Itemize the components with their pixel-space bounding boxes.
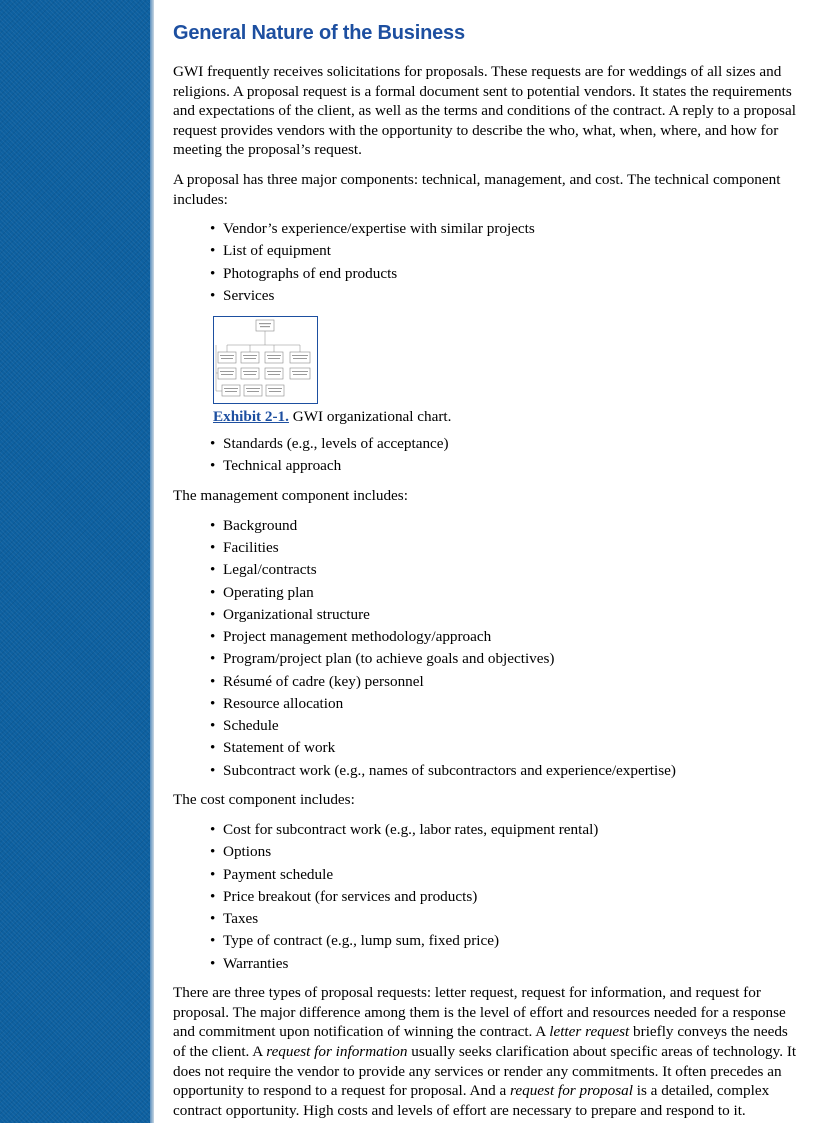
- text-segment: briefly conveys the needs of the client. A: [173, 1023, 788, 1060]
- org-chart-image: [214, 317, 317, 403]
- org-chart-thumbnail[interactable]: [213, 316, 318, 404]
- list-item: • Services: [223, 286, 801, 306]
- text-segment: There are three types of proposal requests: letter request, request for information, and request for proposal. The major difference among them is the level of effort and resources needed for a response and commitment upon notification of winning the contract. A: [173, 984, 786, 1041]
- list-item: • Vendor’s experience/expertise with similar projects: [223, 219, 801, 239]
- list-item: • Background: [223, 516, 801, 536]
- list-item: • Schedule: [223, 716, 801, 736]
- components-paragraph: A proposal has three major components: technical, management, and cost. The technical component includes:: [173, 170, 781, 208]
- term-request-for-proposal: request for proposal: [510, 1082, 633, 1100]
- cost-list: [173, 820, 801, 973]
- sidebar-edge: [150, 0, 154, 1123]
- list-item: • Project management methodology/approach: [223, 627, 801, 647]
- list-item: • Program/project plan (to achieve goals and objectives): [223, 649, 801, 669]
- exhibit-figure: [213, 316, 801, 427]
- list-item: • Photographs of end products: [223, 264, 801, 284]
- sidebar-panel: [0, 0, 150, 1123]
- document-content: [173, 20, 801, 1130]
- term-request-for-information: request for information: [266, 1043, 408, 1060]
- list-item: • Résumé of cadre (key) personnel: [223, 672, 801, 692]
- list-item: • Statement of work: [223, 738, 801, 758]
- technical-list-b: [173, 434, 801, 476]
- list-item: • Resource allocation: [223, 694, 801, 714]
- exhibit-link[interactable]: Exhibit 2-1.: [213, 407, 289, 425]
- list-item: • Options: [223, 842, 801, 862]
- list-item: • Warranties: [223, 954, 801, 974]
- exhibit-caption-text: GWI organizational chart.: [292, 407, 452, 425]
- list-item: • Facilities: [223, 538, 801, 558]
- management-list: [173, 516, 801, 781]
- management-intro: The management component includes:: [173, 487, 408, 505]
- list-item: • Operating plan: [223, 583, 801, 603]
- list-item: • Organizational structure: [223, 605, 801, 625]
- text-segment: is a detailed, complex contract opportunity. High costs and levels of effort are necessary to prepare and respond to it.: [173, 1082, 770, 1119]
- list-item: • Standards (e.g., levels of acceptance): [223, 434, 801, 454]
- list-item: • Type of contract (e.g., lump sum, fixed price): [223, 931, 801, 951]
- list-item: • Technical approach: [223, 456, 801, 476]
- cost-intro: The cost component includes:: [173, 791, 355, 809]
- list-item: • Payment schedule: [223, 865, 801, 885]
- text-segment: usually seeks clarification about specific areas of technology. It does not require the vendor to provide any services or render any commitments. It often precedes an opportunity to respond to a request for proposal. And a: [173, 1043, 797, 1100]
- intro-paragraph: GWI frequently receives solicitations for proposals. These requests are for weddings of all sizes and religions. A proposal request is a formal document sent to potential vendors. It states the requirements and expectations of the client, as well as the terms and conditions of the contract. A reply to a proposal request provides vendors with the opportunity to describe the who, what, when, where, and how for meeting the proposal’s request.: [173, 63, 796, 159]
- term-letter-request: letter request: [549, 1023, 630, 1041]
- list-item: • Subcontract work (e.g., names of subcontractors and experience/expertise): [223, 761, 801, 781]
- list-item: • Cost for subcontract work (e.g., labor rates, equipment rental): [223, 820, 801, 840]
- proposal-types-paragraph: [173, 983, 801, 1120]
- list-item: • Legal/contracts: [223, 560, 801, 580]
- technical-list-a: [173, 219, 801, 305]
- list-item: • List of equipment: [223, 241, 801, 261]
- exhibit-caption: [213, 407, 801, 427]
- list-item: • Price breakout (for services and products): [223, 887, 801, 907]
- list-item: • Taxes: [223, 909, 801, 929]
- section-title: General Nature of the Business: [173, 22, 465, 44]
